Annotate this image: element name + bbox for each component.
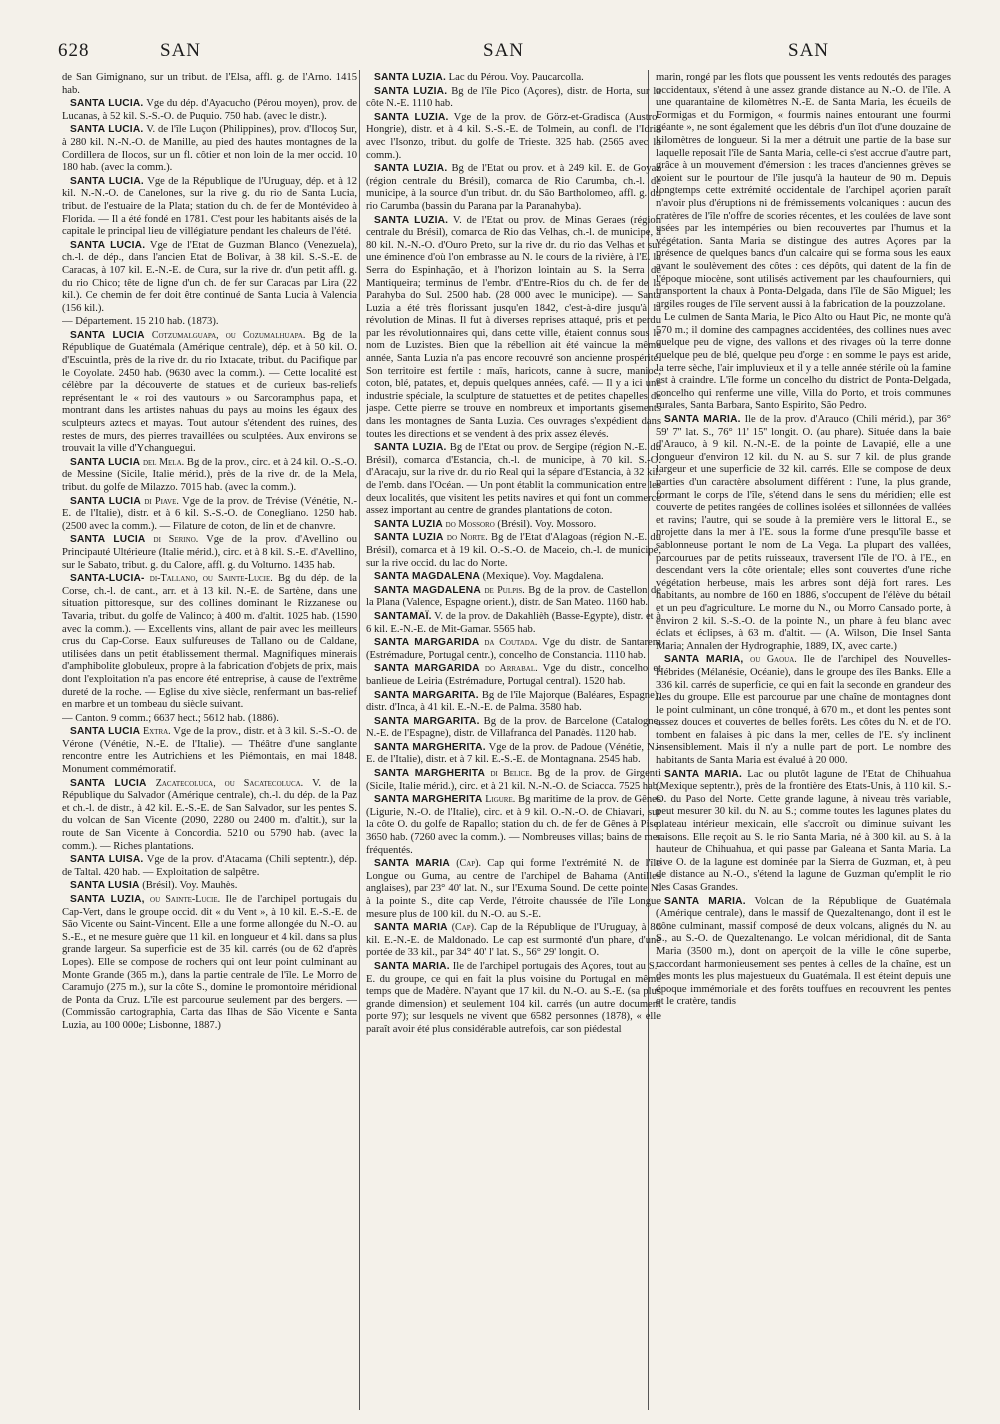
entry-headword: SANTA LUZIA. xyxy=(374,163,448,175)
entry-qualifier: di Serino. xyxy=(153,534,199,546)
entry-qualifier: Zacatecoluca, ou Sacatecoluca. xyxy=(155,777,304,789)
dictionary-entry xyxy=(366,72,661,85)
dictionary-entry xyxy=(62,124,357,174)
dictionary-entry xyxy=(366,442,661,518)
running-head-right: SAN xyxy=(788,40,830,61)
entry-qualifier: Ligure. xyxy=(485,794,516,806)
entry-text: Bg de la prov. de Girgenti (Sicile, Italie mérid.), circ. et à 21 kil. N.-N.-O. de Sciacca. 7525 hab. xyxy=(366,768,661,792)
entry-headword: SANTA LUZIA, xyxy=(70,894,145,905)
dictionary-entry xyxy=(366,690,661,715)
entry-headword: SANTA LUZIA. xyxy=(374,85,448,97)
entry-headword: SANTA MARIA. xyxy=(374,960,450,972)
entry-headword: SANTA LUZIA. xyxy=(374,442,447,454)
entry-text: V. de l'Etat ou prov. de Minas Geraes (région centrale du Brésil), comarca de Rio das Velhas, ch.-l. de municipe, à 80 kil. N.-N.-O. d'Ouro Preto, sur la rive dr. du rio das Velhas et sur une éminence d'où l'on embrasse au N. le cours de la rivière, à l'E. la Serra do Espinhação, et à l'horizon lointain au S. la Serra de Mantiqueira; terminus de l'embr. d'Entre-Rios du ch. de fer de la Parahyba do Sul. 2500 hab. (28 000 avec le municipe). — Santa Luzia a été très florissant jusqu'en 1842, c'est-à-dire jusqu'à la révolution de Minas. Il fut à diverses reprises attaqué, pris et perdu par les révolutionnaires qui, dans cette ville, étaient connus sous le nom de Luzistes. Bien que la rébellion ait été vaincue la même année, Santa Luzia n'a pas encore recouvré son ancienne prospérité. Son territoire est fertile : maïs, haricots, canne à sucre, manioc, coton, blé, patates, et, depuis quelques années, café. — Il y a ici une industrie spéciale, la sculpture de statuettes et de petites chapelles de jaspe. Cette pierre se trouve en nombreux et importants gisements dans les montagnes de Santa Luzia. Ces ouvrages s'expédient dans toutes les directions et se vendent à des prix assez élevés. xyxy=(366,214,661,440)
entry-text: Vge de la prov. de Görz-et-Gradisca (Austro-Hongrie), distr. et à 4 kil. S.-S.-E. de Tolmein, au confl. de l'Idria avec l'Isonzo, tribut. du golfe de Trieste. 325 hab. (2565 avec la comm.). xyxy=(366,111,661,161)
page-number: 628 xyxy=(58,40,90,61)
dictionary-entry xyxy=(366,585,661,610)
dictionary-entry xyxy=(62,316,357,329)
dictionary-entry xyxy=(62,98,357,123)
dictionary-entry xyxy=(62,713,357,726)
entry-headword: SANTA LUCIA. xyxy=(70,239,146,251)
entry-text: Vge de la prov. de Trévise (Vénétie, N.-E. de l'Italie), distr. et à 6 kil. S.-S.-O. de Conegliano. 1250 hab. (2500 avec la comm.). — Filature de coton, de lin et de chanvre. xyxy=(62,495,357,532)
entry-text: Bg de l'Etat ou prov. de Sergipe (région N.-E. du Brésil), comarca d'Estancia, ch.-l. de municipe, à 70 kil. S.-O. d'Aracaju, sur la rive dr. du rio Real qui la sépare d'Estancia, à 32 kil. de l'emb. dans l'Océan. — Un pont établit la communication entre les deux localités, que visitent les petits navires et qui font un commerce assez important au centre de grandes plantations de coton. xyxy=(366,442,661,517)
entry-headword: SANTA LUZIA xyxy=(374,532,444,544)
entry-text: Bg de la République de Guatémala (Amérique centrale), dép. et à 50 kil. O. d'Escuintla, près de la rive dr. du rio Ixtacate, tribut. du Pacifique par le Coyolate. 2450 hab. (9630 avec la comm.). — Cette localité est célèbre par la découverte de statues et de curieux bas-reliefs représentant le « roi des vautours » ou Sarcoramphus papa, et montrant dans les artistes nahuas du pays au moins les égaux des sculpteurs aztecs et mayas. Tout autour s'étendent des ruines, des restes de murs, des pierres travaillées ou sculptées. Aux environs se trouvait la ville d'Ychanguegui. xyxy=(62,329,357,455)
dictionary-entry xyxy=(366,961,661,1037)
entry-qualifier: (Cap). xyxy=(451,922,477,934)
entry-qualifier: del Mela. xyxy=(142,456,185,468)
entry-headword: SANTA MARGHERITA xyxy=(374,794,483,806)
entry-text: V. de la prov. de Dakahlièh (Basse-Egypte), distr. et à 6 kil. E.-N.-E. de Mit-Gamar. 5565 hab. xyxy=(366,610,661,635)
entry-qualifier: ou Sainte-Lucie. xyxy=(150,894,221,905)
entry-qualifier: di-Tallano, ou Sainte-Lucie. xyxy=(149,573,273,585)
entry-text: — Département. 15 210 hab. (1873). xyxy=(62,316,219,328)
dictionary-entry xyxy=(656,654,951,767)
entry-text: Bg de l'Etat ou prov. et à 249 kil. E. de Goyaz (région centrale du Brésil), comarca de Rio Carumba, ch.-l. de municipe, à la source d'un tribut. dr. du São Bartholomeo, affl. g. du rio Carumba (bassin du Parana par la Paranahyba). xyxy=(366,163,661,212)
entry-text: Bg de l'île Pico (Açores), distr. de Horta, sur la côte N.-E. 1110 hab. xyxy=(366,85,661,110)
dictionary-entry xyxy=(62,726,357,776)
dictionary-entry xyxy=(62,573,357,712)
dictionary-entry xyxy=(366,742,661,767)
entry-text: Lac du Pérou. Voy. Paucarcolla. xyxy=(448,72,584,83)
entry-text: Cap de la République de l'Uruguay, à 86 kil. E.-N.-E. de Maldonado. Le cap est surmonté d'un phare, d'une portée de 33 kil., par 34° 40' l' lat. S., 56° 29' longit. O. xyxy=(366,922,661,959)
dictionary-entry xyxy=(366,112,661,162)
entry-text: — Canton. 9 comm.; 6637 hect.; 5612 hab. (1886). xyxy=(62,712,279,724)
entry-headword: SANTA LUCIA. xyxy=(70,175,144,187)
dictionary-entry xyxy=(62,457,357,495)
dictionary-entry xyxy=(62,534,357,572)
dictionary-entry xyxy=(62,240,357,316)
entry-headword: SANTA LUSIA xyxy=(70,880,140,892)
entry-qualifier: da Coutada. xyxy=(484,637,538,649)
entry-text: (Mexique). Voy. Magdalena. xyxy=(482,571,604,583)
entry-qualifier: di Belice. xyxy=(490,768,533,780)
entry-text: (Brésil). Voy. Mossoro. xyxy=(497,518,597,530)
dictionary-entry xyxy=(366,794,661,857)
entry-text: Vge de la prov., distr. et à 3 kil. S.-S.-O. de Vérone (Vénétie, N.-E. de l'Italie). — Théâtre d'une sanglante rencontre entre les Autrichiens et les Piémontais, en mai 1848. Monument commémoratif. xyxy=(62,726,357,776)
dictionary-entry xyxy=(366,532,661,570)
text-column-right xyxy=(656,72,951,1412)
dictionary-entry xyxy=(366,86,661,111)
dictionary-entry xyxy=(366,663,661,688)
entry-headword: SANTA LUZIA. xyxy=(374,111,449,123)
entry-qualifier: Cotzumalguapa, ou Cozumalhuapa. xyxy=(151,329,306,341)
dictionary-entry xyxy=(366,611,661,636)
column-rule xyxy=(359,70,360,1410)
entry-headword: SANTA LUCIA xyxy=(70,456,141,468)
entry-text: V. de l'île Luçon (Philippines), prov. d'Ilocoş Sur, à 280 kil. N.-N.-O. de Manille, au pied des hautes montagnes de la Cordillera de Ilocos, sur un fl. côtier et non loin de la mer occid. 10 180 hab. (avec la comm.). xyxy=(62,124,357,174)
entry-text: Bg de l'Etat d'Alagoas (région N.-E. du Brésil), comarca et à 19 kil. O.-S.-O. de Maceio, ch.-l. de municipe, sur la rive occid. du lac do Norte. xyxy=(366,532,661,569)
entry-headword: SANTA MARIA, xyxy=(664,654,744,666)
entry-headword: SANTA MARGHERITA. xyxy=(374,741,486,753)
dictionary-entry xyxy=(656,72,951,311)
entry-text: Vge du dép. d'Ayacucho (Pérou moyen), prov. de Lucanas, à 52 kil. S.-S.-O. de Puquio. 750 hab. (avec le distr.). xyxy=(62,98,357,122)
entry-qualifier: (Cap). xyxy=(456,858,481,870)
dictionary-entry xyxy=(656,896,951,1009)
dictionary-entry xyxy=(62,880,357,893)
entry-headword: SANTA LUCIA. xyxy=(70,124,144,136)
entry-text: Bg de la prov., circ. et à 24 kil. O.-S.-O. de Messine (Sicile, Italie mérid.), près de la rive dr. de la Mela, tribut. du golfe de Milazzo. 7015 hab. (avec la comm.). xyxy=(62,456,357,493)
entry-text: (Brésil). Voy. Mauhès. xyxy=(142,880,238,892)
entry-headword: SANTA MARIA xyxy=(374,858,450,870)
entry-headword: SANTA MARGARIDA xyxy=(374,637,480,649)
entry-qualifier: Extra. xyxy=(143,726,171,738)
entry-headword: SANTA MARIA. xyxy=(664,768,742,780)
entry-text: Le culmen de Santa Maria, le Pico Alto ou Haut Pic, ne monte qu'à 570 m.; il domine des campagnes accidentées, des collines nues avec quelque peu de vigne, des vallons et des rivages où la terre donne quelque peu de blé, quelque peu d'orge : en somme le pays est aride, la terre sèche, l'air impluvieux et il y a telle année stérile où la famine est à craindre. L'île forme un concelho du district de Ponta-Delgada, concelho qui renferme une ville, Villa do Porto, et trois communes rurales, Santa Barbara, Santo Espirito, São Pedro. xyxy=(656,312,951,412)
dictionary-entry xyxy=(366,922,661,960)
entry-text: Bg de la prov. de Castellon de la Plana (Valence, Espagne orient.), distr. de San Mateo. 1160 hab. xyxy=(366,584,661,609)
dictionary-entry xyxy=(656,414,951,653)
entry-text: V. de la République du Salvador (Amérique centrale), ch.-l. du dép. de la Paz et ch.-l. de distr., à 42 kil. E.-S.-E. de San Salvador, sur les pentes S. du volcan de San Vicente (2090, 2280 ou 2400 m. d'altit.), sur la route de San Vicente à Concordia. 5210 ou 5790 hab. (avec la comm.). — Riches plantations. xyxy=(62,777,357,852)
entry-headword: SANTA LUISA. xyxy=(70,854,144,866)
dictionary-entry xyxy=(366,519,661,532)
entry-headword: SANTAMAÏ. xyxy=(374,610,432,622)
dictionary-entry xyxy=(656,769,951,895)
entry-text: Ile de l'archipel des Nouvelles-Hébrides (Mélanésie, Océanie), dans le groupe des îles Banks. Elle a 336 kil. carrés de superficie, ce qui en fait la seconde en grandeur des îles du groupe. Elle est parcourue par une chaîne de montagnes dont le point culminant, un cône tronqué, à 670 m., et dont les pentes sont assez douces et couvertes de belles forêts. Les côtes du N. et de l'O. tombent en falaises à pic dans la mer, celles de l'E. s'y inclinent insensiblement. Mais il n'y a nulle part de port. Le nombre des habitants de Santa Maria est évalué à 20 000. xyxy=(656,654,951,767)
entry-text: Vge de la prov. d'Avellino ou Principauté Ultérieure (Italie mérid.), circ. et à 8 kil. S.-E. d'Avellino, sur le Sabato, tribut. g. du Calore, affl. g. du Volturno. 1435 hab. xyxy=(62,534,357,571)
entry-headword: SANTA LUCIA xyxy=(70,534,146,546)
entry-text: Ile de l'archipel portugais des Açores, tout au S.-E. du groupe, ce qui en fait la plus voisine du Portugal en même temps que de Madère. N'ayant que 17 kil. du N.-O. au S.-E. (sa plus grande dimension) et seulement 104 kil. carrés (un autre document porte 97); sur lesquels ne vivent que 6582 personnes (1878), « elle paraît avoir été plus considérable autrefois, car son piédestal xyxy=(366,960,661,1035)
entry-headword: SANTA MARIA. xyxy=(664,895,746,907)
dictionary-entry xyxy=(62,176,357,239)
dictionary-entry xyxy=(656,312,951,413)
entry-text: Bg de la prov. de Barcelone (Catalogne, N.-E. de l'Espagne), distr. de Villafranca del Panadès. 1120 hab. xyxy=(366,715,661,740)
entry-text: Vge du distr. de Santarem (Estrémadure, Portugal centr.), concelho de Constancia. 1110 hab. xyxy=(366,637,661,661)
dictionary-entry xyxy=(366,858,661,921)
entry-headword: SANTA LUCIA. xyxy=(70,98,144,110)
entry-headword: SANTA MARGARIDA xyxy=(374,663,480,675)
entry-headword: SANTA LUZIA. xyxy=(374,214,449,226)
entry-text: Ile de la prov. d'Arauco (Chili mérid.), par 36° 59' 7'' lat. S., 76° 11' 15'' longit. O. (au phare). Située dans la baie d'Arauco, à 9 kil. N.-N.-E. de la pointe de Lavapié, elle a une longueur d'environ 12 kil. du N. au S. sur 7 kil. de plus grande largeur et une superficie de 32 kil. carrés. Elle se compose de deux parties d'un caractère absolument différent : l'une, la plus grande, formant le corps de l'île, s'étend dans le sens du méridien; elle est couverte de petites rangées de collines isolées et sillonnées de vallées et ravins; l'autre, qui se soude à la première vers le littoral E., se projette dans la mer à l'E. sous la forme d'une presqu'île basse et sablonneuse portant le nom de La Vega. La plupart des vallées, parcourues par de petits ruisseaux, traversent l'île de l'O. à l'E., en descendant vers la côte orientale; elles sont couvertes d'une riche végétation herbeuse, mais les arbres sont déjà fort rares. Les habitants, au nombre de 160 en 1886, s'occupent de l'élève du bétail et un peu d'agriculture. Le morne du N., ou Morro Cansado porte, à environ 2 kil. S.-S.-O. de la pointe N., un phare à feu blanc avec éclats et éclipses, à 63 m. d'altit. — (A. Wilson, Die Insel Santa Maria; Annalen der Hydrographie, 1889, IX, avec carte.) xyxy=(656,414,951,652)
entry-text: Vge du distr., concelho et banlieue de Leiria (Estrémadure, Portugal central). 1520 hab. xyxy=(366,663,661,687)
entry-text: Bg de l'île Majorque (Baléares, Espagne), distr. d'Inca, à 41 kil. E.-N.-E. de Palma. 3580 hab. xyxy=(366,689,661,714)
entry-headword: SANTA LUZIA xyxy=(374,518,443,530)
entry-headword: SANTA MARGHERITA xyxy=(374,768,486,780)
dictionary-entry xyxy=(62,894,357,1033)
entry-text: Lac ou plutôt lagune de l'Etat de Chihuahua (Mexique septentr.), près de la frontière des Etats-Unis, à 110 kil. S.-O. du Paso del Norte. Cette grande lagune, à niveau très variable, peut mesurer 30 kil. du N. au S.; comme toutes les lagunes plates du plateau intérieur mexicain, elle s'accroît ou diminue suivant les saisons. Elle reçoit au S. le rio Santa Maria, né à 300 kil. au S. à la hauteur de Chihuahua, et qui passe par Galeana et Santa Maria. La rive O. de la lagune est dominée par la Sierra de Guzman, et, à peu de distance au N.-O., s'étend la lagune de Guzman qu'emplit le rio des Casas Grandes. xyxy=(656,768,951,893)
entry-qualifier: ou Gaoua. xyxy=(750,654,797,666)
entry-text: Vge de l'Etat de Guzman Blanco (Venezuela), ch.-l. de dép., dans l'ancien Etat de Bolivar, à 38 kil. S.-S.-E. de Caracas, à 107 kil. E.-N.-E. de Cura, sur la rive dr. d'un petit affl. g. du rio Chico; tête de ligne d'un ch. de fer sur Caracas par Lira (22 kil.). Ce chemin de fer doit être continué de Santa Lucia à Valencia (156 kil.). xyxy=(62,239,357,314)
entry-headword: SANTA LUCIA xyxy=(70,329,145,341)
entry-text: Vge de la République de l'Uruguay, dép. et à 12 kil. N.-N.-O. de Canelones, sur la rive g. du rio de Santa Lucia, tribut. de l'estuaire de la Plata; station du ch. de fer de Montévideo à Florida. — Il a été fondé en 1781. C'est pour les habitants aisés de la capitale le principal lieu de villégiature pendant les chaleurs de l'été. xyxy=(62,175,357,238)
entry-text: Volcan de la République de Guatémala (Amérique centrale), dans le massif de Quezaltenango, dont il est le cône culminant, massif composé de deux volcans, alignés du N. au S., au S.-O. de Quezaltenango. Le volcan méridional, dit de Santa Maria (3500 m.), dont on aperçoit de la ville le cône superbe, raccordant harmonieusement ses pentes à celles de la chaîne, est un des monts les plus majestueux du Guatémala. Il est éteint depuis une époque immémoriale et des forêts touffues en recouvrent les pentes et le cratère, tandis xyxy=(656,895,951,1008)
entry-text: de San Gimignano, sur un tribut. de l'Elsa, affl. g. de l'Arno. 1415 hab. xyxy=(62,72,357,96)
entry-qualifier: de Pulpis. xyxy=(484,584,525,596)
dictionary-entry xyxy=(366,571,661,584)
entry-text: Bg maritime de la prov. de Gênes (Ligurie, N.-O. de l'Italie), circ. et à 9 kil. O.-N.-O. de Chiavari, sur la côte O. du golfe de Rapallo; station du ch. de fer de Gênes à Pise. 3650 hab. (7260 avec la comm.). — Nombreuses villas; bains de mer fréquentés. xyxy=(366,794,661,856)
running-head-center: SAN xyxy=(483,40,525,61)
entry-text: marin, rongé par les flots que poussent les vents redoutés des parages occidentaux, s'étend à une assez grande distance au N.-O. de l'île. A une quarantaine de kilomètres N.-E. de Santa Maria, les écueils de Formigas et du Formigon, « fourmis naines entourant une fourmi géante », ne sont également que les débris d'un îlot d'une douzaine de kilomètres de longueur. Si la mer a détruit une partie de la base sur laquelle reposait l'île de Santa Maria, celle-ci s'est accrue d'autre part, grâce à un mouvement d'émersion : les traces d'anciennes grèves se voient sur le pourtour de l'île jusqu'à la hauteur de 90 m. Depuis longtemps cette extrémité occidentale de l'archipel açorien paraît n'avoir plus d'éruptions ni de frémissements volcaniques : aucun des cratères de l'île n'offre de scories récentes, et les coulées de lave sont usées par les intempéries ou bien recouvertes par l'humus et la végétation. Santa Maria se distingue des autres Açores par la présence de quelques bancs d'un calcaire qui se forma sous les eaux avant le soulèvement des côtes : ces dépôts, qui datent de la fin de l'époque miocène, sont utilisés activement par les chaufourniers, qui transportent la chaux à Ponta-Delgada, dans l'île de São Miguel; les argiles rouges de l'île servent aussi à la fabrication de la pouzzolane. xyxy=(656,72,951,310)
entry-headword: SANTA LUCIA xyxy=(70,726,141,738)
entry-headword: SANTA MAGDALENA xyxy=(374,584,481,596)
entry-text: Vge de la prov. d'Atacama (Chili septentr.), dép. de Taltal. 420 hab. — Exploitation de salpêtre. xyxy=(62,854,357,878)
entry-headword: SANTA-LUCIA- xyxy=(70,573,145,585)
dictionary-entry xyxy=(62,854,357,879)
entry-headword: SANTA MARIA. xyxy=(664,414,741,426)
entry-headword: SANTA MARIA xyxy=(374,922,448,934)
dictionary-entry xyxy=(366,215,661,442)
entry-qualifier: do Mossoro xyxy=(445,518,495,530)
dictionary-entry xyxy=(62,778,357,854)
dictionary-entry xyxy=(366,716,661,741)
dictionary-entry xyxy=(62,72,357,97)
entry-headword: SANTA LUCIA xyxy=(70,777,147,789)
text-column-left xyxy=(62,72,357,1412)
entry-qualifier: do Norte. xyxy=(446,532,488,544)
entry-headword: SANTA MARGARITA. xyxy=(374,715,480,727)
entry-qualifier: di Piave. xyxy=(144,495,179,507)
entry-headword: SANTA MAGDALENA xyxy=(374,571,480,583)
entry-text: Ile de l'archipel portugais du Cap-Vert, dans le groupe occid. dit « du Vent », à 10 kil. E.-S.-E. de São Vicente ou Saint-Vincent. Elle a une forme allongée du N.-O. au S.-E., et ne mesure guère que 11 kil. en longueur et 4 kil. dans sa plus grande largeur. Sa superficie est de 35 kil. carrés (ou de 62 d'après Lopes). Elle se compose de rochers qui ont leur point culminant au Monte Grande (365 m.), dans la partie centrale de l'île. Le Morro de Caramujo (275 m.), sur la côte S., domine le promontoire méridional de Ponta da Cruz. L'île est parcourue seulement par des bergers. — (Commissão cartographia, Carta das Ilhas de São Vicente e Santa Luzia, au 100 000e; Lisbonne, 1887.) xyxy=(62,894,357,1031)
text-column-center xyxy=(366,72,661,1412)
entry-qualifier: do Arrabal. xyxy=(484,663,538,675)
entry-text: Vge de la prov. de Padoue (Vénétie, N.-E. de l'Italie), distr. et à 7 kil. E.-S.-E. de Montagnana. 2545 hab. xyxy=(366,741,661,766)
dictionary-entry xyxy=(62,496,357,534)
running-head-left: SAN xyxy=(160,40,202,61)
entry-text: Bg du dép. de la Corse, ch.-l. de cant., arr. et à 13 kil. N.-E. de Sartène, dans une situation pittoresque, sur des collines dominant le Rizzanese ou Tavaria, tribut. du golfe de Valinco; à 400 m. d'altit. 1025 hab. (1590 avec la comm.). — Excellents vins, allant de pair avec les meilleurs crus du Cap-Corse. Eaux sulfureuses de Tallano ou de Caldane, utilisées dans un petit établissement thermal. Magnifiques minerais d'amphibolite globuleux, propre à la fabrication d'objets de prix, mais dont l'exploitation n'a pas encore été entreprise, à cause de l'extrême dureté de la roche. — Eglise du xive siècle, renfermant un bas-relief en marbre et un tombeau du siècle suivant. xyxy=(62,573,357,711)
dictionary-entry xyxy=(366,163,661,213)
dictionary-entry xyxy=(366,637,661,662)
dictionary-entry xyxy=(366,768,661,793)
entry-text: Cap qui forme l'extrémité N. de l'île Longue ou Guma, au centre de l'archipel de Bahama (Antilles anglaises), par 23° 40' lat. N., sur l'Exuma Sound. De cette pointe N. à la pointe S., dite cap Verde, l'étroite chaussée de l'île Longue mesure plus de 100 kil. du N.-O. au S.-E. xyxy=(366,858,661,920)
entry-headword: SANTA LUCIA xyxy=(70,495,141,507)
dictionary-entry xyxy=(62,330,357,456)
entry-headword: SANTA MARGARITA. xyxy=(374,689,479,701)
entry-headword: SANTA LUZIA. xyxy=(374,72,447,83)
